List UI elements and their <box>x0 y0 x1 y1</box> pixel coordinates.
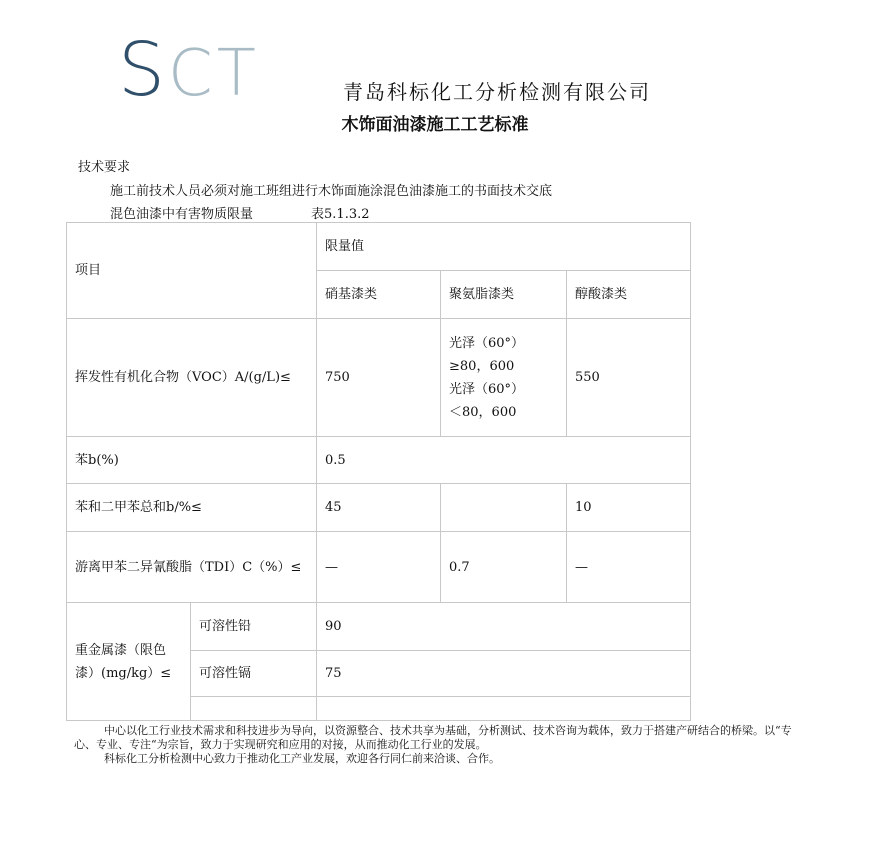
tdi-alkyd: — <box>567 532 691 603</box>
section-heading: 技术要求 <box>78 160 131 175</box>
cadmium-value: 75 <box>317 651 691 697</box>
tdi-label: 游离甲苯二异氰酸脂（TDI）C（%）≤ <box>67 532 317 603</box>
footer-paragraph-2: 科标化工分析检测中心致力于推动化工产业发展，欢迎各行同仁前来洽谈、合作。 <box>104 752 500 765</box>
requirement-paragraph: 施工前技术人员必须对施工班组进行木饰面施涂混色油漆施工的书面技术交底 <box>110 184 553 199</box>
empty-cell <box>317 697 691 721</box>
document-header <box>0 0 870 110</box>
voc-pu-line: ＜80，600 <box>449 404 517 420</box>
toluene-xylene-polyurethane <box>441 484 567 532</box>
voc-alkyd: 550 <box>567 319 691 437</box>
column-polyurethane: 聚氨脂漆类 <box>441 271 567 319</box>
benzene-value: 0.5 <box>317 437 691 484</box>
table-row-tdi <box>67 532 691 603</box>
toluene-xylene-nitro: 45 <box>317 484 441 532</box>
table-row-toluene-xylene <box>67 484 691 532</box>
benzene-label: 苯b(%) <box>67 437 317 484</box>
harmful-substance-table <box>66 222 691 721</box>
toluene-xylene-alkyd: 10 <box>567 484 691 532</box>
toluene-xylene-label: 苯和二甲苯总和b/%≤ <box>67 484 317 532</box>
logo-letter-s: S <box>118 38 165 100</box>
voc-label: 挥发性有机化合物（VOC）A/(g/L)≤ <box>67 319 317 437</box>
footer <box>74 724 804 766</box>
table-caption <box>110 203 370 222</box>
cadmium-label: 可溶性镉 <box>191 651 317 697</box>
empty-cell <box>191 697 317 721</box>
table-caption-text: 混色油漆中有害物质限量 <box>110 207 254 222</box>
item-header: 项目 <box>67 223 317 319</box>
logo-letters-ct: CT <box>168 38 260 100</box>
tdi-nitro: — <box>317 532 441 603</box>
voc-nitro: 750 <box>317 319 441 437</box>
limit-header: 限量值 <box>317 223 691 271</box>
sct-logo <box>118 38 313 100</box>
tdi-polyurethane: 0.7 <box>441 532 567 603</box>
table-number: 表5.1.3.2 <box>311 207 370 222</box>
table-row-voc <box>67 319 691 437</box>
voc-pu-line: 光泽（60°） <box>449 381 525 397</box>
voc-pu-line: 光泽（60°） <box>449 335 525 351</box>
company-name: 青岛科标化工分析检测有限公司 <box>343 80 651 104</box>
lead-value: 90 <box>317 603 691 651</box>
voc-pu-line: ≥80，600 <box>449 358 515 374</box>
column-nitro: 硝基漆类 <box>317 271 441 319</box>
footer-paragraph-1: 中心以化工行业技术需求和科技进步为导向，以资源整合、技术共享为基础，分析测试、技术咨询为载体，致力于搭建产研结合的桥梁。以“专心、专业、专注“为宗旨，致力于实现研究和应用的对接，从而推动化工行业的发展。 <box>74 724 792 751</box>
lead-label: 可溶性铅 <box>191 603 317 651</box>
table-row-benzene <box>67 437 691 484</box>
table-row-lead <box>67 603 691 651</box>
document-title: 木饰面油漆施工工艺标准 <box>341 115 529 135</box>
column-alkyd: 醇酸漆类 <box>567 271 691 319</box>
voc-polyurethane <box>441 319 567 437</box>
heavy-metal-label: 重金属漆（限色漆）(mg/kg）≤ <box>67 603 191 721</box>
